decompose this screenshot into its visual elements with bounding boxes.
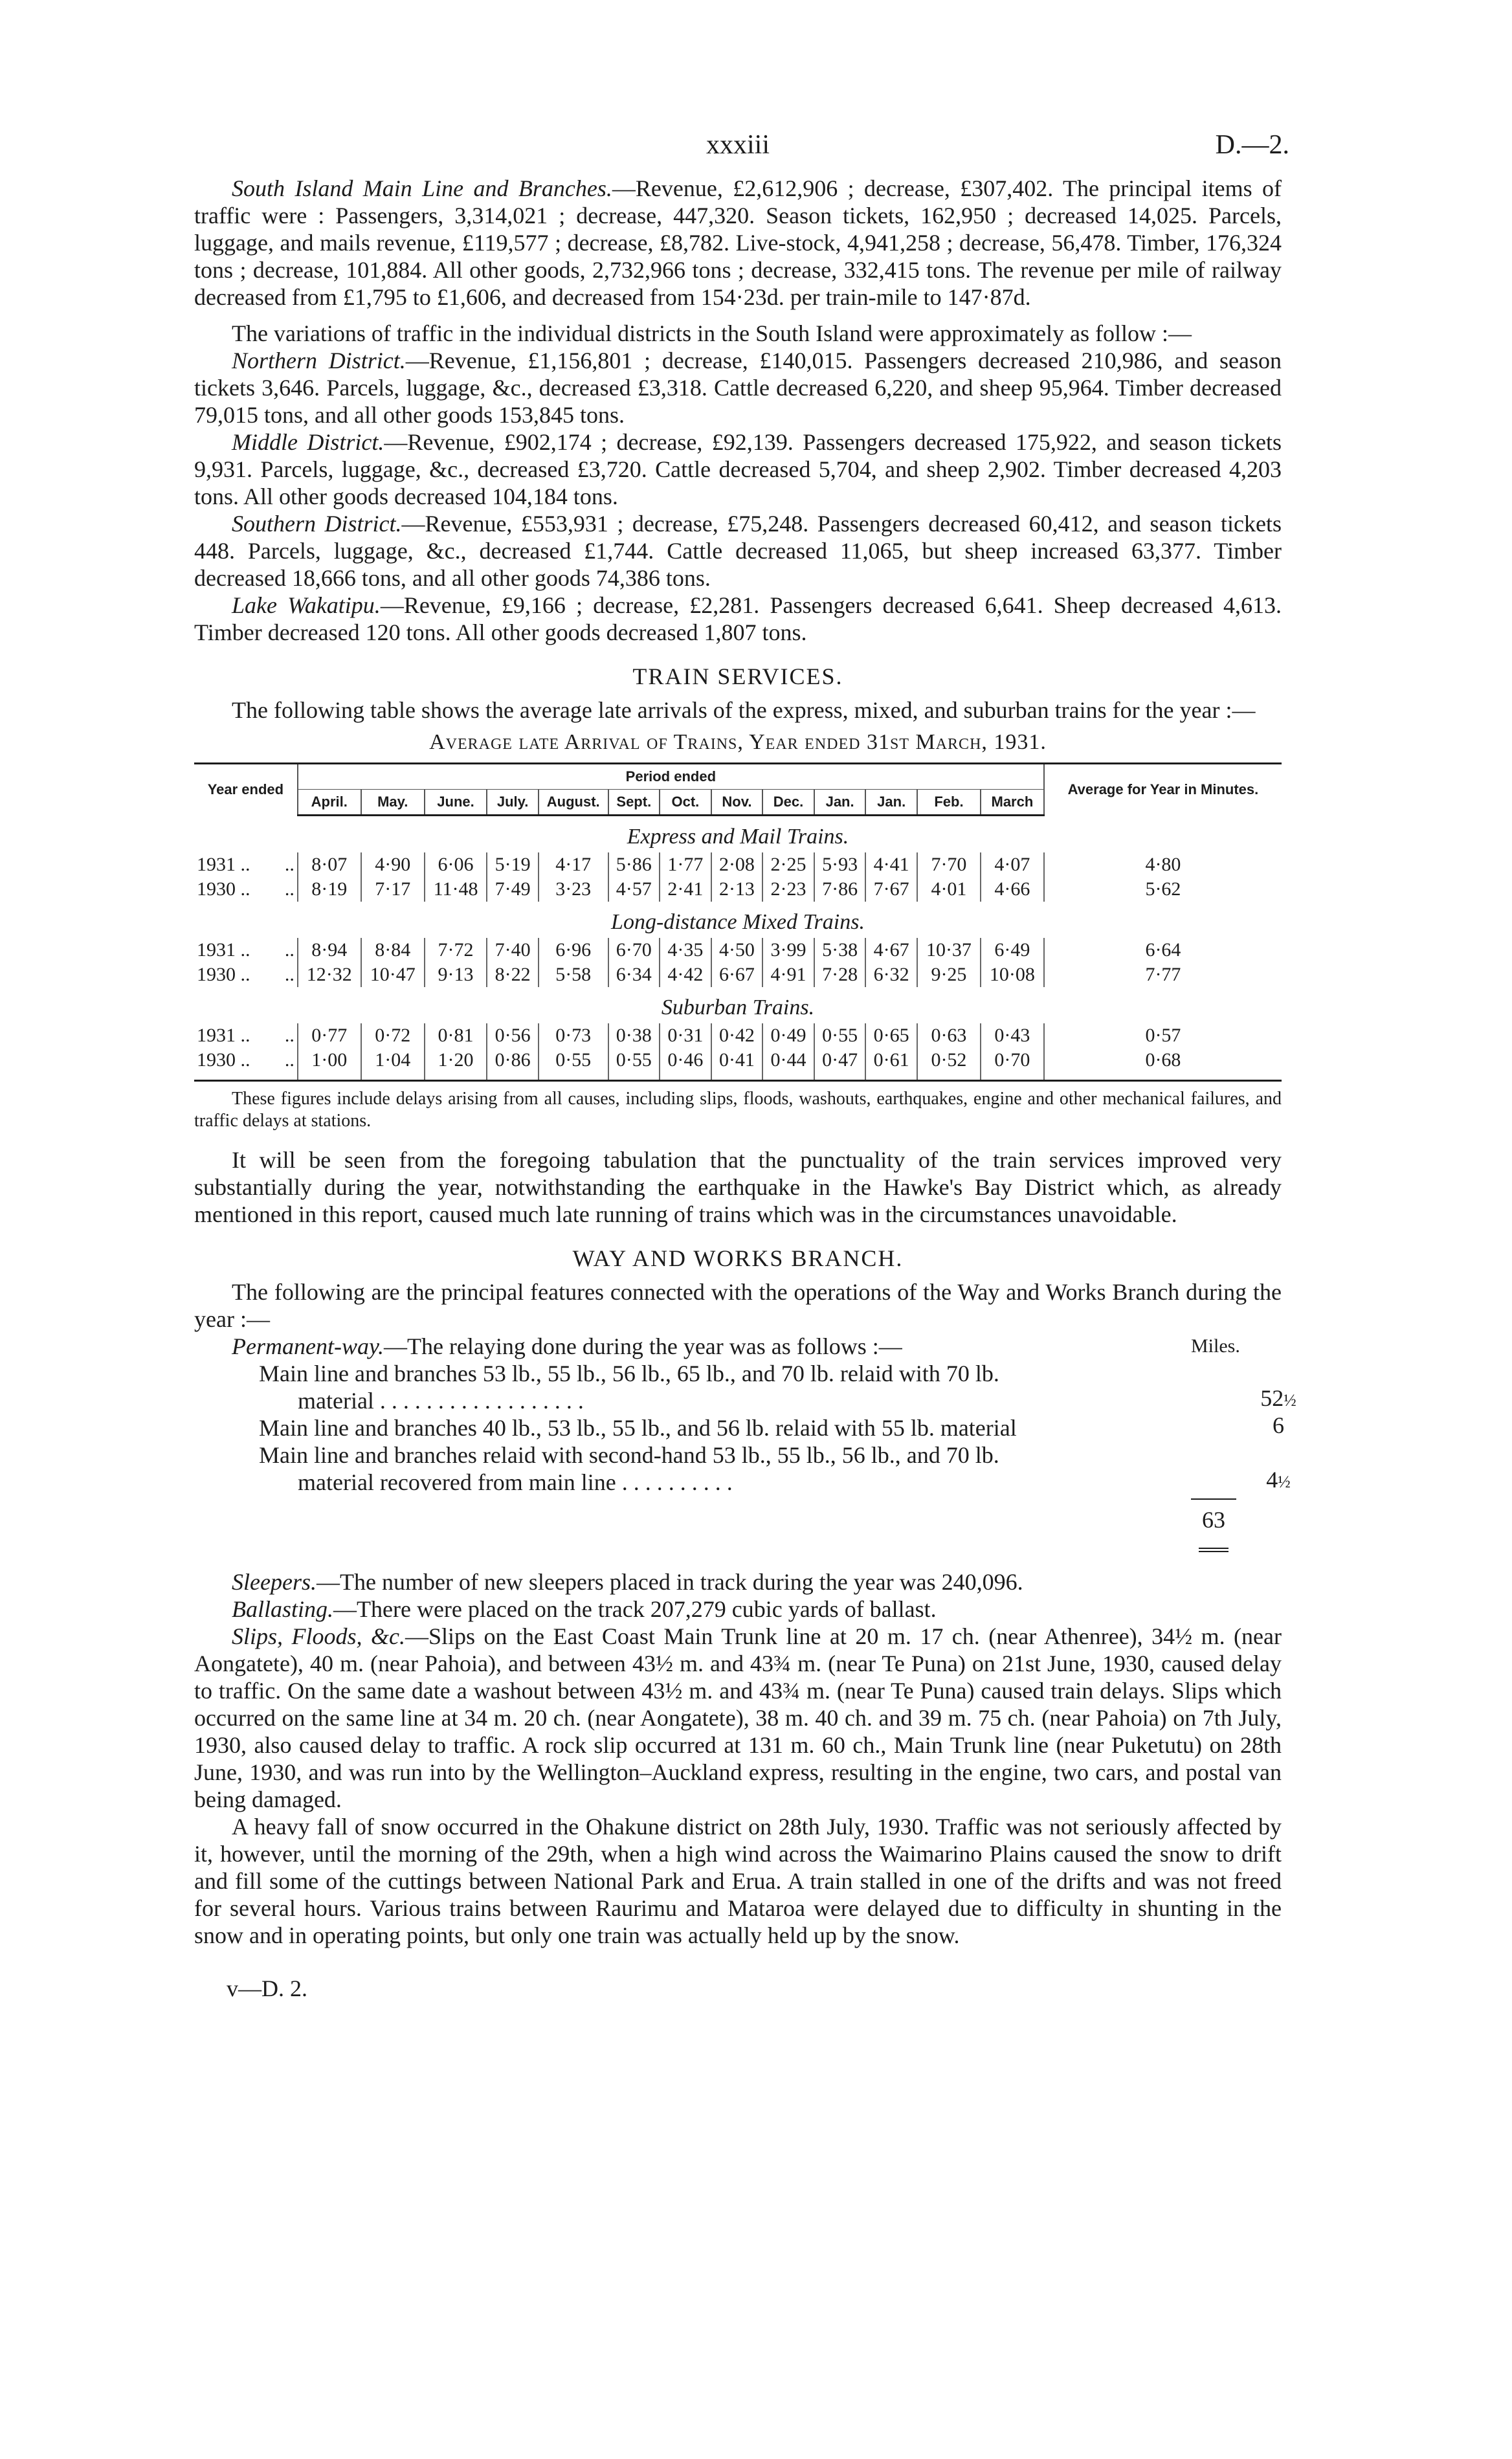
month-header: March: [981, 790, 1044, 816]
south-island-paragraph: [194, 175, 1282, 311]
table-row: [194, 877, 1282, 902]
table-cell: 0·70: [981, 1048, 1044, 1081]
table-cell: 2·13: [711, 877, 763, 902]
table-cell: 2·41: [660, 877, 711, 902]
table-row: [194, 852, 1282, 877]
column-header-year: Year ended: [194, 764, 298, 816]
page-header: [194, 129, 1289, 175]
table-cell: 4·57: [608, 877, 660, 902]
table-cell: 0·46: [660, 1048, 711, 1081]
table-cell: 2·08: [711, 852, 763, 877]
month-header: June.: [425, 790, 487, 816]
table-cell: 9·25: [917, 962, 981, 987]
table-cell: 10·08: [981, 962, 1044, 987]
table-cell: 9·13: [425, 962, 487, 987]
average-cell: 0·68: [1044, 1048, 1282, 1081]
table-cell: 0·77: [298, 1023, 361, 1048]
document-code: D.—2.: [1215, 130, 1289, 160]
section-title: Express and Mail Trains.: [627, 825, 849, 849]
table-cell: 5·58: [539, 962, 608, 987]
table-cell: 0·65: [865, 1023, 917, 1048]
average-cell: 4·80: [1044, 852, 1282, 877]
south-island-text: —Revenue, £2,612,906 ; decrease, £307,402. The principal items of traffic were : Passengers, 3,314,021 ; decrease, 447,320. Season tickets, 162,950 ; decreased 14,025. Parcels, luggage, and mails revenue, £119,577 ; decrease, £8,782. Live-stock, 4,941,258 ; decrease, 56,478. Timber, 176,324 tons ; decrease, 101,884. All other goods, 2,732,966 tons ; decrease, 332,415 tons. The revenue per mile of railway decreased from £1,795 to £1,606, and decreased from 154·23d. per train-mile to 147·87d.: [194, 175, 1282, 310]
district-name: Southern District.: [232, 511, 402, 537]
month-header: Nov.: [711, 790, 763, 816]
relaying-section: [194, 1333, 1296, 1568]
column-header-period: Period ended: [298, 764, 1044, 790]
table-cell: 0·63: [917, 1023, 981, 1048]
section-title: Suburban Trains.: [661, 996, 815, 1019]
sleepers-text: —The number of new sleepers placed in track during the year was 240,096.: [316, 1569, 1023, 1595]
row-leader-dots: ..: [284, 854, 295, 875]
ballasting-paragraph: [194, 1596, 1282, 1623]
month-header: August.: [539, 790, 608, 816]
table-cell: 2·23: [762, 877, 814, 902]
slips-text: —Slips on the East Coast Main Trunk line at 20 m. 17 ch. (near Athenree), 34½ m. (near Aongatete), 40 m. (near Pahoia), and between 43½ m. and 43¾ m. (near Te Puna) on 21st June, 1930, caused delay to traffic. On the same date a washout between 43½ m. and 43¾ m. (near Te Puna) caused train delays. Slips which occurred on the same line at 34 m. 20 ch. (near Aongatete), 38 m. 40 ch. and 39 m. 75 ch. (near Pahoia) on 7th July, 1930, also caused delay to traffic. A rock slip occurred at 131 m. 60 ch., Main Trunk line (near Puketutu) on 28th June, 1930, and was run into by the Wellington–Auckland express, resulting in the engine, two cars, and postal van being damaged.: [194, 1623, 1282, 1812]
table-cell: 6·32: [865, 962, 917, 987]
row-year: 1930 ..: [194, 1048, 266, 1081]
district-paragraph: [194, 428, 1282, 510]
table-cell: 7·49: [487, 877, 539, 902]
table-cell: 0·73: [539, 1023, 608, 1048]
month-header: Jan.: [814, 790, 866, 816]
table-cell: 0·43: [981, 1023, 1044, 1048]
table-cell: 0·49: [762, 1023, 814, 1048]
table-cell: 0·55: [608, 1048, 660, 1081]
table-cell: 0·61: [865, 1048, 917, 1081]
table-row: [194, 938, 1282, 962]
table-cell: 7·86: [814, 877, 866, 902]
table-cell: 4·91: [762, 962, 814, 987]
table-cell: 0·72: [361, 1023, 425, 1048]
table-cell: 10·47: [361, 962, 425, 987]
section-title: Long-distance Mixed Trains.: [611, 910, 865, 934]
table-cell: 10·37: [917, 938, 981, 962]
table-cell: 0·55: [539, 1048, 608, 1081]
relay-item-miles: 4½: [1266, 1467, 1291, 1493]
table-cell: 4·42: [660, 962, 711, 987]
month-header: Feb.: [917, 790, 981, 816]
slips-paragraph: [194, 1623, 1282, 1813]
total-rule: [1191, 1498, 1236, 1500]
column-header-average: Average for Year in Minutes.: [1044, 764, 1282, 816]
district-text: —Revenue, £902,174 ; decrease, £92,139. Passengers decreased 175,922, and season tickets 9,931. Parcels, luggage, &c., decreased £3,720. Cattle decreased 5,704, and sheep 2,902. Timber decreased 4,203 tons. All other goods decreased 104,184 tons.: [194, 429, 1282, 509]
table-cell: 5·19: [487, 852, 539, 877]
row-leader-dots: ..: [266, 1048, 298, 1081]
table-cell: 6·96: [539, 938, 608, 962]
district-paragraph: [194, 347, 1282, 428]
table-cell: 1·04: [361, 1048, 425, 1081]
table-cell: 5·86: [608, 852, 660, 877]
district-paragraph: [194, 510, 1282, 592]
month-header: Oct.: [660, 790, 711, 816]
table-cell: 6·34: [608, 962, 660, 987]
table-cell: 4·41: [865, 852, 917, 877]
row-year: 1930 ..: [197, 964, 250, 985]
table-cell: 7·40: [487, 938, 539, 962]
permanent-way-line: [194, 1333, 1282, 1360]
relay-item-continuation: material . . . . . . . . . . . . . . . . . .: [298, 1388, 584, 1414]
row-year: 1930 ..: [197, 878, 250, 900]
table-cell: 0·55: [814, 1023, 866, 1048]
miles-header: Miles.: [1191, 1335, 1240, 1357]
table-cell: 4·01: [917, 877, 981, 902]
section-title-row: [194, 816, 1282, 853]
slips-label: Slips, Floods, &c.: [232, 1623, 405, 1649]
table-cell: 5·38: [814, 938, 866, 962]
relay-item: [194, 1441, 1291, 1496]
district-name: Middle District.: [232, 429, 384, 455]
table-cell: 7·67: [865, 877, 917, 902]
month-header: Sept.: [608, 790, 660, 816]
table-cell: 1·77: [660, 852, 711, 877]
table-cell: 11·48: [425, 877, 487, 902]
relay-total: 63: [1202, 1507, 1225, 1533]
average-cell: 5·62: [1044, 877, 1282, 902]
table-cell: 8·94: [298, 938, 361, 962]
total-double-rule-row: [194, 1542, 1282, 1568]
relay-total-row: [194, 1496, 1282, 1542]
train-services-conclusion: It will be seen from the foregoing tabulation that the punctuality of the train services improved very substantially during the year, notwithstanding the earthquake in the Hawke's Bay District which, as already mentioned in this report, caused much late running of trains which was in the circumstances unavoidable.: [194, 1147, 1282, 1227]
average-cell: 6·64: [1044, 938, 1282, 962]
table-cell: 4·07: [981, 852, 1044, 877]
table-cell: 8·84: [361, 938, 425, 962]
table-cell: 7·17: [361, 877, 425, 902]
table-cell: 4·67: [865, 938, 917, 962]
table-cell: 4·17: [539, 852, 608, 877]
month-header: April.: [298, 790, 361, 816]
table-cell: 4·35: [660, 938, 711, 962]
table-cell: 0·42: [711, 1023, 763, 1048]
district-name: Lake Wakatipu.: [232, 592, 381, 618]
table-cell: 5·93: [814, 852, 866, 877]
district-name: Northern District.: [232, 348, 406, 373]
row-leader-dots: ..: [284, 964, 295, 985]
page-number: xxxiii: [706, 130, 770, 160]
row-year: 1931 ..: [197, 854, 250, 875]
relay-item-miles: 6: [1273, 1412, 1284, 1438]
snow-paragraph: A heavy fall of snow occurred in the Ohakune district on 28th July, 1930. Traffic was not seriously affected by it, however, until the morning of the 29th, when a high wind across the Waimarino Plains caused the snow to drift and fill some of the cuttings between National Park and Erua. A train stalled in one of the drifts and was not freed for several hours. Various trains between Raurimu and Mataroa were delayed due to difficulty in shunting in the snow and in operating points, but only one train was actually held up by the snow.: [194, 1814, 1282, 1948]
table-cell: 12·32: [298, 962, 361, 987]
table-cell: 0·81: [425, 1023, 487, 1048]
way-works-heading: WAY AND WORKS BRANCH.: [572, 1245, 904, 1271]
way-works-intro: The following are the principal features connected with the operations of the Way and Works Branch during the year :—: [194, 1279, 1282, 1332]
table-cell: 6·67: [711, 962, 763, 987]
table-row: [194, 962, 1282, 987]
table-row: [194, 1023, 1282, 1048]
table-cell: 2·25: [762, 852, 814, 877]
table-cell: 8·22: [487, 962, 539, 987]
table-note: These figures include delays arising from all causes, including slips, floods, washouts, earthquakes, engine and other mechanical failures, and traffic delays at stations.: [194, 1089, 1282, 1131]
row-leader-dots: ..: [284, 1025, 295, 1046]
relay-item-text: Main line and branches 53 lb., 55 lb., 56 lb., 65 lb., and 70 lb. relaid with 70 lb.: [259, 1361, 999, 1386]
table-cell: 7·72: [425, 938, 487, 962]
south-island-heading: South Island Main Line and Branches.: [232, 175, 612, 201]
table-cell: 3·99: [762, 938, 814, 962]
district-text: —Revenue, £9,166 ; decrease, £2,281. Passengers decreased 6,641. Sheep decreased 4,613. Timber decreased 120 tons. All other goods decreased 1,807 tons.: [194, 592, 1282, 645]
average-cell: 0·57: [1044, 1023, 1282, 1048]
table-cell: 4·66: [981, 877, 1044, 902]
table-cell: 7·70: [917, 852, 981, 877]
table-body: [194, 816, 1282, 1081]
relay-item-text: Main line and branches relaid with second-hand 53 lb., 55 lb., 56 lb., and 70 lb.: [259, 1442, 999, 1468]
table-cell: 4·50: [711, 938, 763, 962]
section-title-row: [194, 987, 1282, 1023]
sleepers-label: Sleepers.: [232, 1569, 317, 1595]
table-cell: 1·00: [298, 1048, 361, 1081]
table-cell: 6·70: [608, 938, 660, 962]
district-text: —Revenue, £553,931 ; decrease, £75,248. Passengers decreased 60,412, and season tickets 448. Parcels, luggage, &c., decreased £1,744. Cattle decreased 11,065, but sheep increased 63,377. Timber decreased 18,666 tons, and all other goods 74,386 tons.: [194, 511, 1282, 591]
table-cell: 4·90: [361, 852, 425, 877]
table-cell: 0·86: [487, 1048, 539, 1081]
permanent-way-label: Permanent-way.: [232, 1333, 384, 1359]
table-cell: 0·31: [660, 1023, 711, 1048]
relay-item-miles: 52½: [1260, 1385, 1296, 1411]
table-cell: 8·07: [298, 852, 361, 877]
district-paragraph: [194, 592, 1282, 646]
train-services-heading: TRAIN SERVICES.: [632, 663, 843, 689]
section-title-row: [194, 902, 1282, 938]
table-cell: 7·28: [814, 962, 866, 987]
table-cell: 0·44: [762, 1048, 814, 1081]
district-text: —Revenue, £1,156,801 ; decrease, £140,015. Passengers decreased 210,986, and season tickets 3,646. Parcels, luggage, &c., decreased £3,318. Cattle decreased 6,220, and sheep 95,964. Timber decreased 79,015 tons, and all other goods 153,845 tons.: [194, 348, 1282, 428]
table-cell: 6·49: [981, 938, 1044, 962]
sleepers-paragraph: [194, 1568, 1282, 1596]
table-cell: 0·52: [917, 1048, 981, 1081]
ballasting-text: —There were placed on the track 207,279 cubic yards of ballast.: [333, 1596, 937, 1622]
permanent-way-text: —The relaying done during the year was as follows :—: [383, 1333, 902, 1359]
month-header: Dec.: [762, 790, 814, 816]
table-cell: 0·56: [487, 1023, 539, 1048]
table-cell: 0·47: [814, 1048, 866, 1081]
table-row: [194, 1048, 1282, 1081]
row-year: 1931 ..: [197, 939, 250, 961]
month-header: July.: [487, 790, 539, 816]
month-header: May.: [361, 790, 425, 816]
average-cell: 7·77: [1044, 962, 1282, 987]
train-services-intro: The following table shows the average late arrivals of the express, mixed, and suburban trains for the year :—: [232, 697, 1256, 723]
row-leader-dots: ..: [284, 878, 295, 900]
row-leader-dots: ..: [284, 939, 295, 961]
table-cell: 0·41: [711, 1048, 763, 1081]
signature-mark: v—D. 2.: [227, 1975, 307, 2001]
table-title: Average late Arrival of Trains, Year ended 31st March, 1931.: [429, 730, 1047, 754]
month-header: Jan.: [865, 790, 917, 816]
document-page: [194, 129, 1296, 2002]
row-year: 1931 ..: [197, 1025, 250, 1046]
relay-item: [194, 1360, 1296, 1414]
relay-item-continuation: material recovered from main line . . . . . . . . . .: [298, 1469, 733, 1495]
table-cell: 1·20: [425, 1048, 487, 1081]
late-arrivals-table: [194, 762, 1282, 1082]
table-cell: 6·06: [425, 852, 487, 877]
total-double-rule: [1199, 1548, 1228, 1552]
table-cell: 8·19: [298, 877, 361, 902]
ballasting-label: Ballasting.: [232, 1596, 334, 1622]
relay-item: [194, 1412, 1284, 1441]
table-cell: 3·23: [539, 877, 608, 902]
relay-item-text: Main line and branches 40 lb., 53 lb., 55 lb., and 56 lb. relaid with 55 lb. material: [259, 1415, 1017, 1441]
table-cell: 0·38: [608, 1023, 660, 1048]
variations-intro: The variations of traffic in the individual districts in the South Island were approximately as follow :—: [232, 320, 1192, 346]
